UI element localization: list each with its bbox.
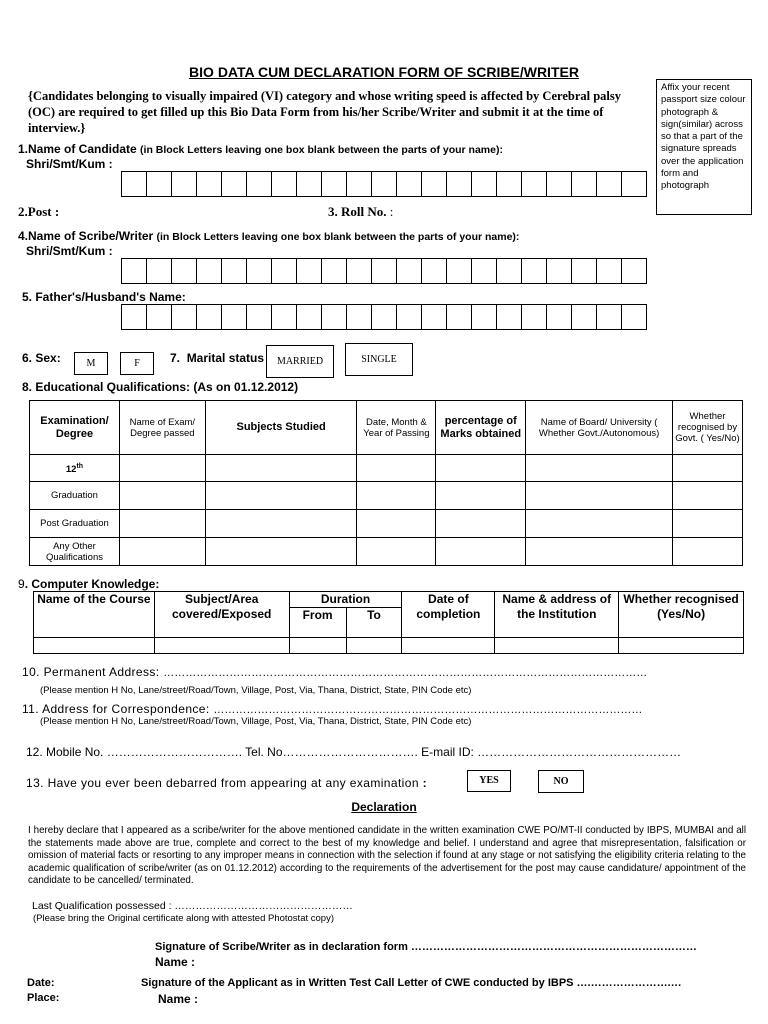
edu-row-label: Post Graduation bbox=[30, 510, 120, 538]
q1-hint: (in Block Letters leaving one box blank between the parts of your name): bbox=[140, 144, 503, 156]
comp-cell[interactable] bbox=[34, 638, 155, 654]
comp-cell[interactable] bbox=[154, 638, 289, 654]
scribe-signature[interactable]: Signature of Scribe/Writer as in declaration form …………………………………………………………………… bbox=[155, 941, 697, 953]
scribe-name-boxes[interactable] bbox=[121, 258, 647, 284]
edu-cell[interactable] bbox=[526, 455, 673, 482]
comp-header-course: Name of the Course bbox=[34, 592, 155, 638]
edu-cell[interactable] bbox=[436, 482, 526, 510]
comp-header-institution: Name & address of the Institution bbox=[495, 592, 619, 638]
edu-header: Whether recognised by Govt. ( Yes/No) bbox=[673, 401, 743, 455]
edu-cell[interactable] bbox=[673, 455, 743, 482]
edu-header: Date, Month & Year of Passing bbox=[357, 401, 436, 455]
debarred-question bbox=[26, 776, 427, 790]
edu-cell[interactable] bbox=[436, 455, 526, 482]
edu-row-label: Any Other Qualifications bbox=[30, 538, 120, 566]
scribe-name[interactable]: Name : bbox=[155, 955, 196, 969]
permanent-address-label: 10. Permanent Address: bbox=[22, 665, 160, 679]
edu-cell[interactable] bbox=[357, 510, 436, 538]
edu-cell[interactable] bbox=[526, 510, 673, 538]
comp-cell[interactable] bbox=[289, 638, 346, 654]
edu-row-label: Graduation bbox=[30, 482, 120, 510]
edu-row-sup: th bbox=[76, 462, 84, 470]
intro-note: {Candidates belonging to visually impaired (VI) category and whose writing speed is affected by Cerebral palsy (OC) are required to get filled up this Bio Data Form from his/her Scribe/Writer and submit it at the time of interview.} bbox=[28, 89, 622, 135]
edu-cell[interactable] bbox=[673, 482, 743, 510]
edu-cell[interactable] bbox=[119, 482, 205, 510]
sex-m-box[interactable]: M bbox=[74, 352, 108, 375]
q4-hint: (in Block Letters leaving one box blank between the parts of your name): bbox=[156, 231, 520, 243]
edu-cell[interactable] bbox=[119, 510, 205, 538]
comp-cell[interactable] bbox=[346, 638, 402, 654]
computer-num: 9 bbox=[18, 577, 25, 591]
comp-header-subject: Subject/Area covered/Exposed bbox=[154, 592, 289, 638]
q1-label bbox=[18, 142, 503, 156]
comp-cell[interactable] bbox=[619, 638, 744, 654]
declaration-heading: Declaration bbox=[351, 800, 417, 814]
q4-label-text: 4.Name of Scribe/Writer bbox=[18, 229, 154, 243]
edu-header: Subjects Studied bbox=[205, 401, 357, 455]
edu-cell[interactable] bbox=[119, 538, 205, 566]
edu-cell[interactable] bbox=[357, 538, 436, 566]
table-row bbox=[34, 638, 744, 654]
father-name-label: 5. Father's/Husband's Name: bbox=[22, 290, 186, 304]
debarred-yes-box[interactable]: YES bbox=[467, 770, 511, 792]
comp-header-from: From bbox=[289, 608, 346, 638]
edu-header: Name of Exam/ Degree passed bbox=[119, 401, 205, 455]
comp-cell[interactable] bbox=[495, 638, 619, 654]
marital-label bbox=[170, 351, 264, 365]
declaration-text: I hereby declare that I appeared as a scribe/writer for the above mentioned candidate in the written examination CWE PO/MT-II conducted by IBPS, MUMBAI and all the statements made above are true, complete and correct to the best of my knowledge and belief. I understand and agree that misrepresentation, falsification or omission of material facts or resorting to any improper means in connection with the selection if found at any stage or not satisfying the eligibility criteria relating to the academic qualification of scribe/writer (as on 01.12.2012) according to the requirements of the advertisement for the post may cause candidature/ appointment of the candidate to be cancelled/ terminated. bbox=[28, 825, 746, 887]
computer-label bbox=[18, 577, 159, 591]
permanent-address-hint: (Please mention H No, Lane/street/Road/Town, Village, Post, Via, Thana, District, State, PIN Code etc) bbox=[40, 685, 472, 696]
edu-cell[interactable] bbox=[436, 510, 526, 538]
edu-cell[interactable] bbox=[673, 538, 743, 566]
table-row bbox=[30, 482, 743, 510]
edu-row-label bbox=[30, 455, 120, 482]
sex-label: 6. Sex: bbox=[22, 351, 61, 365]
correspondence-address-dots: ……………………………………………………………………………………………………… bbox=[213, 704, 643, 716]
edu-cell[interactable] bbox=[526, 482, 673, 510]
table-row bbox=[30, 455, 743, 482]
photo-note: Affix your recent passport size colour photograph & sign(similar) across so that a part of the signature spreads over the application form and photograph bbox=[661, 82, 746, 192]
edu-cell[interactable] bbox=[205, 455, 357, 482]
date-label[interactable]: Date: bbox=[27, 977, 55, 989]
roll-no-text: 3. Roll No. bbox=[328, 204, 387, 219]
table-row bbox=[30, 538, 743, 566]
debarred-no-box[interactable]: NO bbox=[538, 770, 584, 793]
edu-header: Examination/ Degree bbox=[30, 401, 120, 455]
edu-cell[interactable] bbox=[205, 482, 357, 510]
q1-label-text: 1.Name of Candidate bbox=[18, 142, 137, 156]
edu-header: Name of Board/ University ( Whether Govt./Autonomous) bbox=[526, 401, 673, 455]
applicant-name[interactable]: Name : bbox=[158, 992, 199, 1006]
roll-no-label bbox=[328, 204, 393, 220]
comp-cell[interactable] bbox=[402, 638, 495, 654]
edu-header: percentage of Marks obtained bbox=[436, 401, 526, 455]
education-table bbox=[29, 400, 743, 566]
married-box[interactable]: MARRIED bbox=[266, 345, 334, 378]
comp-header-completion: Date of completion bbox=[402, 592, 495, 638]
debarred-colon: : bbox=[422, 776, 428, 790]
applicant-signature[interactable]: Signature of the Applicant as in Written Test Call Letter of CWE conducted by IBPS ….………………….… bbox=[141, 977, 682, 989]
last-qualification[interactable]: Last Qualification possessed : …………………………………………… bbox=[32, 900, 353, 912]
comp-header-duration: Duration bbox=[289, 592, 402, 608]
computer-table bbox=[33, 591, 744, 654]
comp-header-recognised: Whether recognised (Yes/No) bbox=[619, 592, 744, 638]
marital-text: Marital status bbox=[186, 351, 265, 365]
q1-prefix: Shri/Smt/Kum : bbox=[26, 157, 113, 171]
edu-cell[interactable] bbox=[436, 538, 526, 566]
photo-box[interactable] bbox=[656, 79, 752, 215]
computer-text: . Computer Knowledge: bbox=[24, 577, 160, 591]
q4-prefix: Shri/Smt/Kum : bbox=[26, 244, 113, 258]
roll-no-colon: : bbox=[389, 204, 394, 219]
edu-label: 8. Educational Qualifications: (As on 01.12.2012) bbox=[22, 380, 299, 394]
edu-cell[interactable] bbox=[205, 510, 357, 538]
marital-num: 7. bbox=[170, 351, 181, 365]
edu-cell[interactable] bbox=[526, 538, 673, 566]
place-label[interactable]: Place: bbox=[27, 992, 60, 1004]
edu-cell[interactable] bbox=[673, 510, 743, 538]
edu-row-12: 12 bbox=[65, 464, 77, 476]
correspondence-address-hint: (Please mention H No, Lane/street/Road/Town, Village, Post, Via, Thana, District, State, PIN Code etc) bbox=[40, 716, 472, 727]
post-label: 2.Post : bbox=[18, 204, 60, 219]
edu-cell[interactable] bbox=[357, 455, 436, 482]
q4-label bbox=[18, 229, 519, 243]
father-name-boxes[interactable] bbox=[121, 304, 647, 330]
edu-cell[interactable] bbox=[119, 455, 205, 482]
permanent-address-line[interactable] bbox=[22, 665, 647, 679]
debarred-text: 13. Have you ever been debarred from appearing at any examination bbox=[26, 776, 419, 790]
last-qualification-hint: (Please bring the Original certificate along with attested Photostat copy) bbox=[33, 913, 334, 924]
edu-cell[interactable] bbox=[357, 482, 436, 510]
correspondence-address-label: 11. Address for Correspondence: bbox=[22, 702, 210, 716]
contact-line[interactable]: 12. Mobile No. ……………………………. Tel. No……………………………. E-mail ID: …………………………………………… bbox=[26, 745, 682, 759]
table-row bbox=[30, 510, 743, 538]
correspondence-address-line[interactable] bbox=[22, 702, 642, 716]
edu-cell[interactable] bbox=[205, 538, 357, 566]
comp-header-to: To bbox=[346, 608, 402, 638]
single-box[interactable]: SINGLE bbox=[345, 343, 413, 376]
form-title: BIO DATA CUM DECLARATION FORM OF SCRIBE/WRITER bbox=[189, 64, 579, 80]
permanent-address-dots: …………………………………………………………………………………………………………………… bbox=[163, 667, 648, 679]
candidate-name-boxes[interactable] bbox=[121, 171, 647, 197]
sex-f-box[interactable]: F bbox=[120, 352, 154, 375]
